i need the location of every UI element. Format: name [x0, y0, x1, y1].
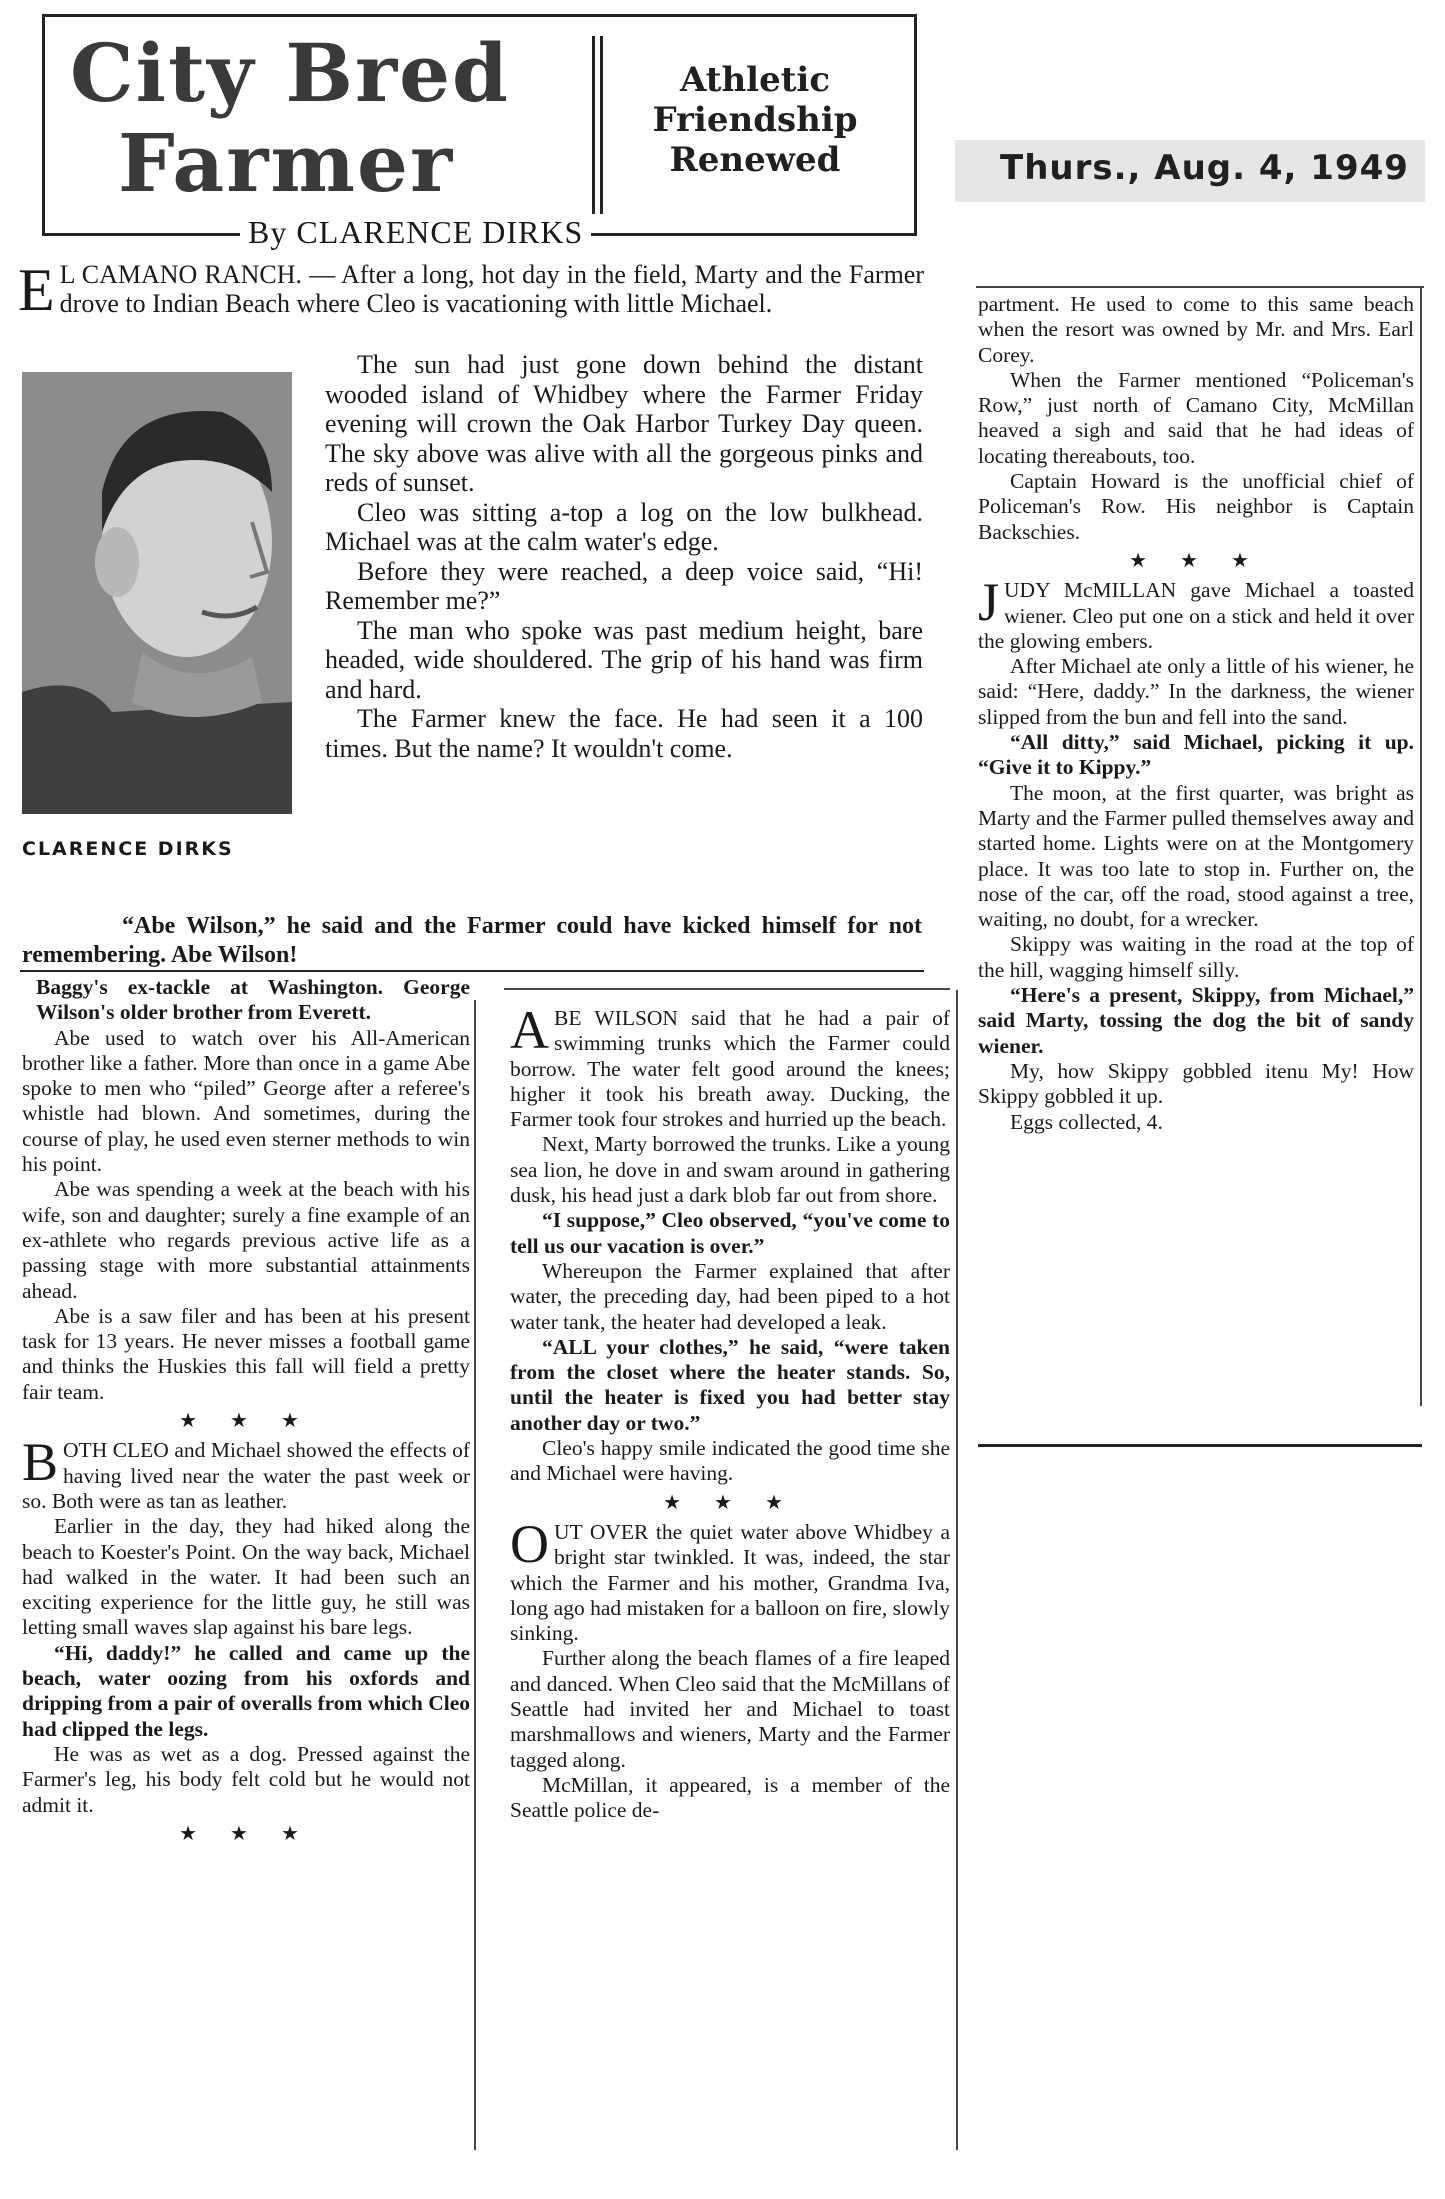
author-photo [22, 372, 292, 814]
column3-end-rule [978, 1444, 1422, 1447]
subtitle-line: Athletic [679, 60, 831, 100]
column2-section-lead: BE WILSON said that he had a pair of swimming trunks which the Farmer could borrow. The water felt good around the knees; higher it took his breath away. Ducking, the Farmer took four strokes and hurried up the beach. [510, 1006, 950, 1132]
column3-top-rule [976, 286, 1424, 288]
byline: By CLARENCE DIRKS [240, 214, 591, 251]
intro-paragraph: The sun had just gone down behind the distant wooded island of Whidbey where the Farmer Friday evening will crown the Oak Harbor Turkey Day queen. The sky above was alive with all the gorgeous pinks and reds of sunset. [325, 350, 923, 497]
column1-paragraph: Abe is a saw filer and has been at his present task for 13 years. He never misses a football game and thinks the Huskies this fall will field a pretty fair team. [22, 1303, 470, 1404]
column-3 [978, 292, 1414, 1135]
column1-bold-quote: “Hi, daddy!” he called and came up the beach, water oozing from his oxfords and dripping from a pair of overalls from which Cleo had clipped the legs. [22, 1640, 470, 1741]
column-1 [22, 975, 470, 1851]
column3-paragraph: My, how Skippy gobbled itenu My! How Skippy gobbled it up. [978, 1058, 1414, 1109]
headline-title-line1: City Bred [70, 26, 510, 120]
column2-paragraph: Next, Marty borrowed the trunks. Like a young sea lion, he dove in and swam around in gathering dusk, his head just a dark blob far out from shore. [510, 1132, 950, 1208]
photo-caption: CLARENCE DIRKS [22, 838, 234, 860]
headline-subtitle [605, 60, 905, 180]
column3-side-rule [1420, 286, 1422, 1406]
column-divider [474, 1000, 476, 2150]
column3-paragraph: partment. He used to come to this same beach when the resort was owned by Mr. and Mrs. Earl Corey. [978, 292, 1414, 367]
column3-paragraph: Captain Howard is the unofficial chief of Policeman's Row. His neighbor is Captain Backschies. [978, 469, 1414, 544]
column2-paragraph: Whereupon the Farmer explained that after water, the preceding day, had been piped to a hot water tank, the heater had developed a leak. [510, 1258, 950, 1334]
dateline: Thurs., Aug. 4, 1949 [1000, 148, 1409, 188]
drop-cap: J [978, 572, 1000, 633]
drop-cap: A [510, 1000, 549, 1060]
column-2 [510, 1000, 950, 1824]
subtitle-line: Renewed [669, 140, 841, 180]
subtitle-line: Friendship [652, 100, 858, 140]
intro-lead [18, 257, 924, 323]
section-stars: ★ ★ ★ [663, 1491, 797, 1514]
bold-banner [22, 912, 922, 970]
column3-paragraph: The moon, at the first quarter, was bright as Marty and the Farmer pulled themselves away and started home. Lights were on at the Montgomery place. It was too late to stop in. Further on, the nose of the car, off the road, stood against a tree, waiting, no doubt, for a wrecker. [978, 780, 1414, 932]
column2-top-rule [504, 988, 950, 990]
column1-paragraph: He was as wet as a dog. Pressed against the Farmer's leg, his body felt cold but he would not admit it. [22, 1741, 470, 1817]
column2-paragraph: Further along the beach flames of a fire leaped and danced. When Cleo said that the McMillans of Seattle had invited her and Michael to toast marshmallows and wieners, Marty and the Farmer tagged along. [510, 1646, 950, 1772]
intro-body [325, 350, 923, 763]
column2-bold-quote: “ALL your clothes,” he said, “were taken from the closet where the heater stands. So, until the heater is fixed you had better stay another day or two.” [510, 1334, 950, 1435]
column2-paragraph: Cleo's happy smile indicated the good time she and Michael were having. [510, 1436, 950, 1486]
drop-cap: B [22, 1432, 59, 1493]
section-stars: ★ ★ ★ [179, 1410, 313, 1433]
column3-paragraph: After Michael ate only a little of his wiener, he said: “Here, daddy.” In the darkness, the wiener slipped from the bun and fell into the sand. [978, 654, 1414, 729]
column2-bold-quote: “I suppose,” Cleo observed, “you've come to tell us our vacation is over.” [510, 1208, 950, 1258]
column3-bold-quote: “All ditty,” said Michael, picking it up. “Give it to Kippy.” [978, 730, 1414, 780]
drop-cap: O [510, 1513, 549, 1574]
section-stars: ★ ★ ★ [1129, 549, 1263, 572]
column-divider [956, 990, 958, 2150]
intro-paragraph: Before they were reached, a deep voice said, “Hi! Remember me?” [325, 556, 923, 615]
column3-paragraph: When the Farmer mentioned “Policeman's Row,” just north of Camano City, McMillan heaved a sigh and said that he had ideas of locating thereabouts, too. [978, 367, 1414, 468]
intro-paragraph: Cleo was sitting a-top a log on the low bulkhead. Michael was at the calm water's edge. [325, 497, 923, 556]
section-stars: ★ ★ ★ [179, 1822, 313, 1845]
portrait-photo-icon [22, 372, 292, 814]
intro-paragraph: The Farmer knew the face. He had seen it a 100 times. But the name? It wouldn't come. [325, 704, 923, 763]
headline-divider-2 [600, 36, 603, 214]
column2-paragraph: McMillan, it appeared, is a member of the Seattle police de- [510, 1772, 950, 1823]
column1-bold-start: Baggy's ex-tackle at Washington. George Wilson's older brother from Everett. [36, 975, 470, 1025]
column2-section-lead: UT OVER the quiet water above Whidbey a bright star twinkled. It was, indeed, the star which the Farmer and his mother, Grandma Iva, long ago had mistaken for a balloon on fire, slowly sinking. [510, 1519, 950, 1646]
column1-section-lead: OTH CLEO and Michael showed the effects of having lived near the water the past week or so. Both were as tan as leather. [22, 1438, 470, 1513]
column1-paragraph: Earlier in the day, they had hiked along the beach to Koester's Point. On the way back, Michael had walked in the water. It had been such an exciting experience for the little guy, he still was letting small waves slap against his bare legs. [22, 1514, 470, 1640]
headline-divider [592, 36, 595, 214]
intro-paragraph: The man who spoke was past medium height, bare headed, wide shouldered. The grip of his hand was firm and hard. [325, 615, 923, 704]
column3-bold-quote: “Here's a present, Skippy, from Michael,” said Marty, tossing the dog the bit of sandy wiener. [978, 983, 1414, 1058]
banner-rule [20, 970, 924, 972]
column3-paragraph: Eggs collected, 4. [1010, 1109, 1163, 1134]
column1-paragraph: Abe used to watch over his All-American brother like a father. More than once in a game Abe spoke to men who “piled” George after a referee's whistle had blown. And sometimes, during the course of play, he used even sterner methods to win his point. [22, 1025, 470, 1177]
headline-title-line2: Farmer [118, 116, 455, 210]
column3-paragraph: Skippy was waiting in the road at the top of the hill, wagging himself silly. [978, 932, 1414, 982]
column1-paragraph: Abe was spending a week at the beach with his wife, son and daughter; surely a fine example of an ex-athlete who regards previous active life as a passing stage with more substantial attainments ahead. [22, 1177, 470, 1303]
banner-text: “Abe Wilson,” he said and the Farmer could have kicked himself for not remembering. Abe Wilson! [22, 913, 922, 968]
lead-text: L CAMANO RANCH. — After a long, hot day in the field, Marty and the Farmer drove to Indian Beach where Cleo is vacationing with little Michael. [59, 260, 924, 318]
drop-cap: E [18, 257, 55, 323]
column3-section-lead: UDY McMILLAN gave Michael a toasted wiener. Cleo put one on a stick and held it over the glowing embers. [978, 578, 1414, 653]
